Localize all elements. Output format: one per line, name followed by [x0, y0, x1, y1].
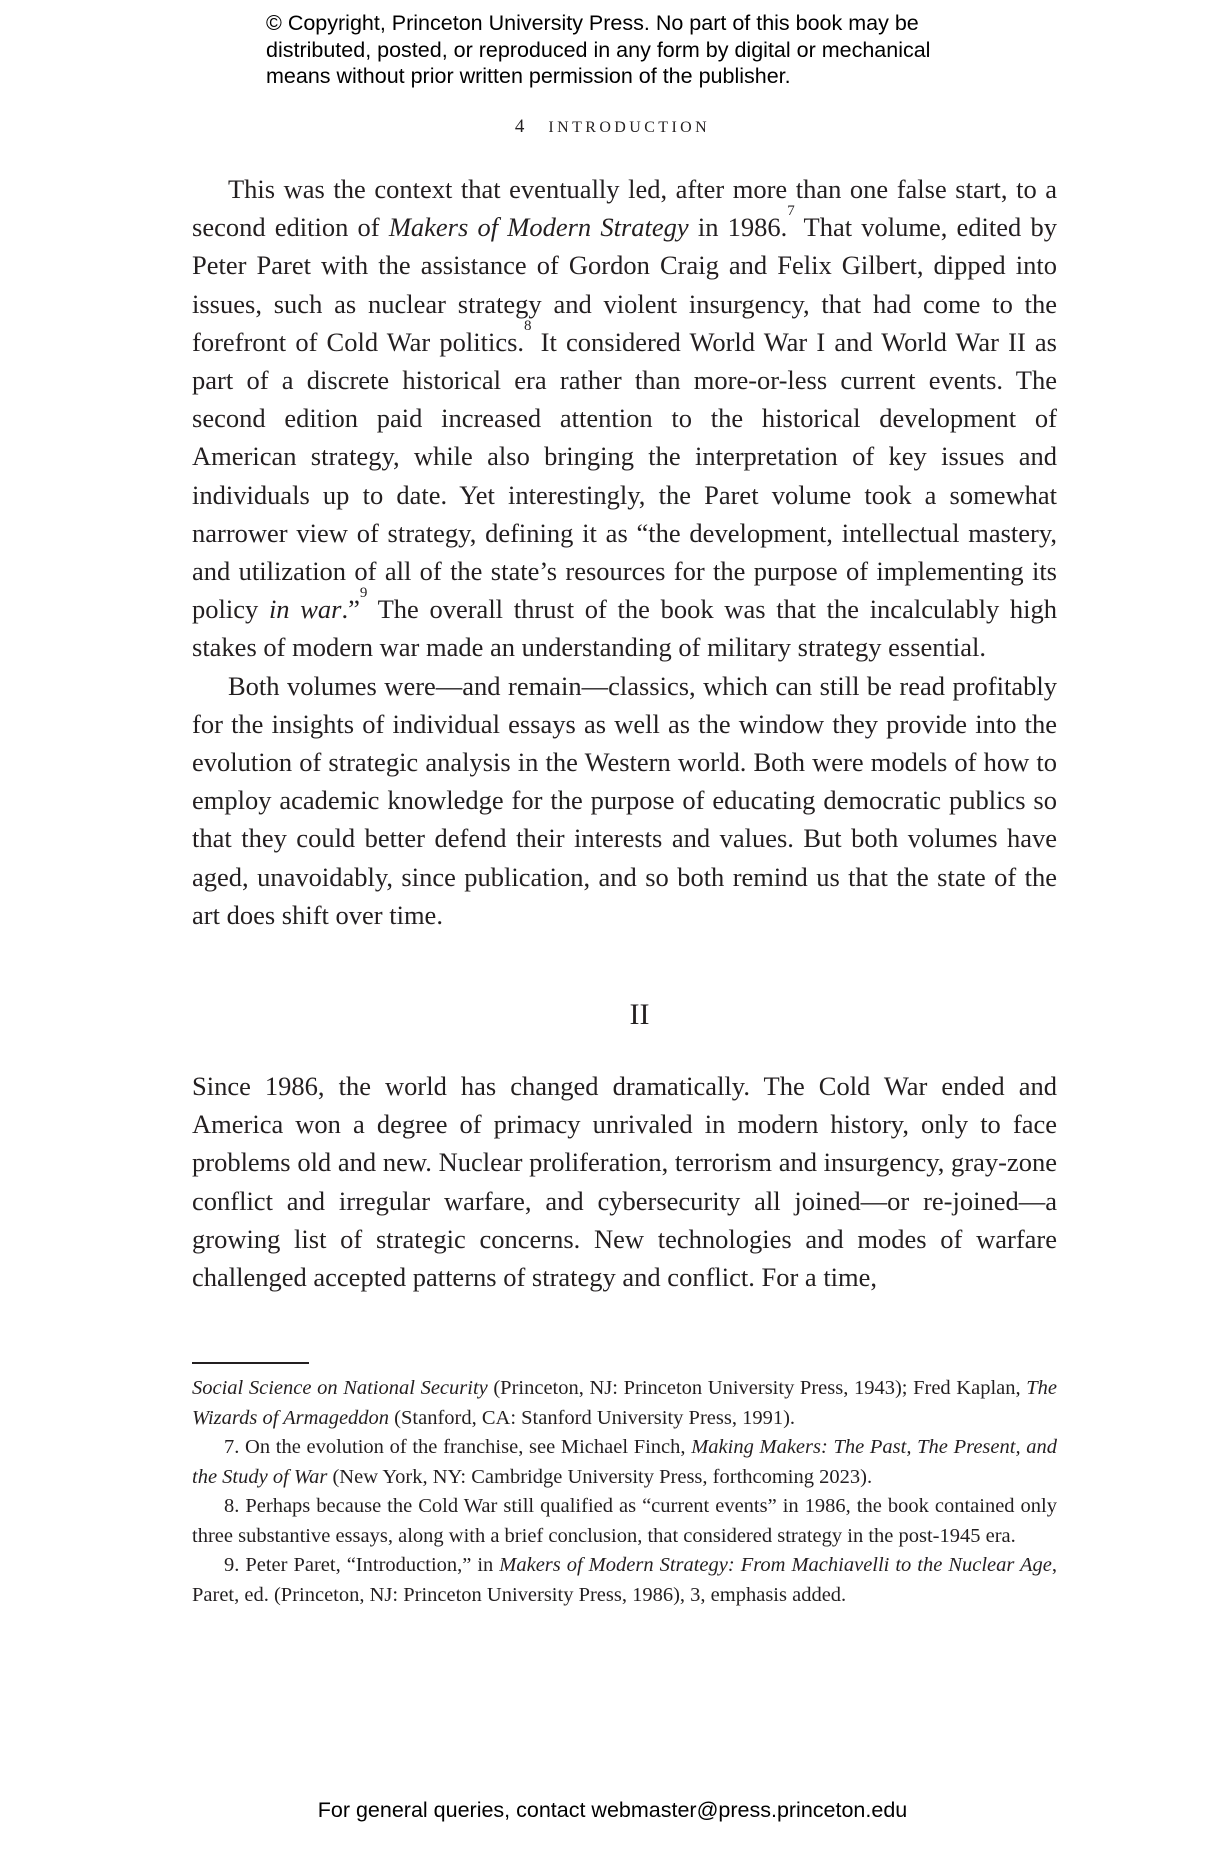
copyright-line: © Copyright, Princeton University Press. No part of this book may be [266, 11, 919, 35]
footnote-reference: 7 [787, 203, 795, 220]
footnote-9 [192, 1551, 1057, 1610]
footnote-reference: 8 [524, 317, 532, 334]
footnote-7 [192, 1433, 1057, 1492]
copyright-notice [266, 10, 1026, 90]
paragraph [192, 1067, 1057, 1296]
text-run: It considered World War I and World War II as part of a discrete historical era rather than more-or-less current events. The second edition paid increased attention to the historical development of American strategy, while also bringing the interpretation of key issues and individuals up to date. Yet interestingly, the Paret volume took a somewhat narrower view of strategy, defining it as “the development, intellectual mastery, and utilization of all of the state’s resources for the purpose of implementing its policy [192, 326, 1057, 625]
footnote-continuation [192, 1374, 1057, 1433]
text-run: That volume, edited by Peter Paret with the assistance of Gordon Craig and Felix Gilbert, dipped into issues, such as nuclear strategy and violent insurgency, that had come to the forefront of Cold War politics. [192, 212, 1057, 357]
footnote-divider [192, 1362, 309, 1364]
footnotes [192, 1374, 1057, 1610]
text-run: Since 1986, the world has changed dramatically. The Cold War ended and America won a degree of primacy unrivaled in modern history, only to face problems old and new. Nuclear proliferation, terrorism and insurgency, gray-zone conflict and irregular warfare, and cybersecurity all joined—or re-joined—a growing list of strategic concerns. New technologies and modes of warfare challenged accepted patterns of strategy and conflict. For a time, [192, 1071, 1057, 1293]
text-run: The overall thrust of the book was that the incalculably high stakes of modern war made an understanding of military strategy essential. [192, 594, 1057, 663]
text-run: Both volumes were—and remain—classics, which can still be read profitably for the insights of individual essays as well as the window they provide into the evolution of strategic analysis in the Western world. Both were models of how to employ academic knowledge for the purpose of educating democratic publics so that they could better defend their interests and values. But both volumes have aged, unavoidably, since publication, and so both remind us that the state of the art does shift over time. [192, 670, 1057, 930]
italic-text: in war [268, 594, 342, 625]
text-run: , Paret, ed. (Princeton, NJ: Princeton University Press, 1986), 3, emphasis added. [192, 1554, 1057, 1606]
italic-text: Social Science on National Security [192, 1377, 488, 1399]
italic-text: Makers of Modern Strategy [388, 212, 689, 243]
text-run: .” [341, 594, 360, 625]
italic-text: The Wizards of Armageddon [192, 1377, 1057, 1429]
footer-contact: For general queries, contact webmaster@press.princeton.edu [317, 1798, 908, 1822]
page-number: 4 [514, 116, 525, 137]
text-run: (New York, NY: Cambridge University Press, forthcoming 2023). [327, 1465, 873, 1488]
copyright-line: distributed, posted, or reproduced in any form by digital or mechanical [266, 37, 931, 62]
running-head-title: INTRODUCTION [548, 119, 711, 136]
paragraph [192, 170, 1057, 667]
text-run: (Princeton, NJ: Princeton University Press, 1943); Fred Kaplan, [487, 1377, 1027, 1399]
text-run: 8. Perhaps because the Cold War still qualified as “current events” in 1986, the book contained only three substantive essays, along with a brief conclusion, that considered strategy in the post-1945 era. [192, 1495, 1057, 1547]
text-run: This was the context that eventually led, after more than one false start, to a second edition of [192, 174, 1057, 243]
text-run: 7. On the evolution of the franchise, see Michael Finch, [224, 1436, 692, 1458]
italic-text: Making Makers: The Past, The Present, and the Study of War [192, 1436, 1057, 1488]
footnote-reference: 9 [359, 585, 368, 602]
section-2-body [192, 1067, 1057, 1296]
section-1-body [192, 170, 1057, 934]
section-heading: II [629, 998, 650, 1031]
text-run: in 1986. [688, 212, 788, 243]
paragraph [192, 667, 1057, 934]
text-run: 9. Peter Paret, “Introduction,” in [224, 1554, 500, 1576]
text-run: (Stanford, CA: Stanford University Press, 1991). [389, 1406, 796, 1429]
copyright-line: means without prior written permission of the publisher. [266, 64, 791, 88]
italic-text: Makers of Modern Strategy: From Machiavelli to the Nuclear Age [499, 1554, 1052, 1576]
running-head [0, 116, 1225, 138]
footnote-8 [192, 1492, 1057, 1551]
